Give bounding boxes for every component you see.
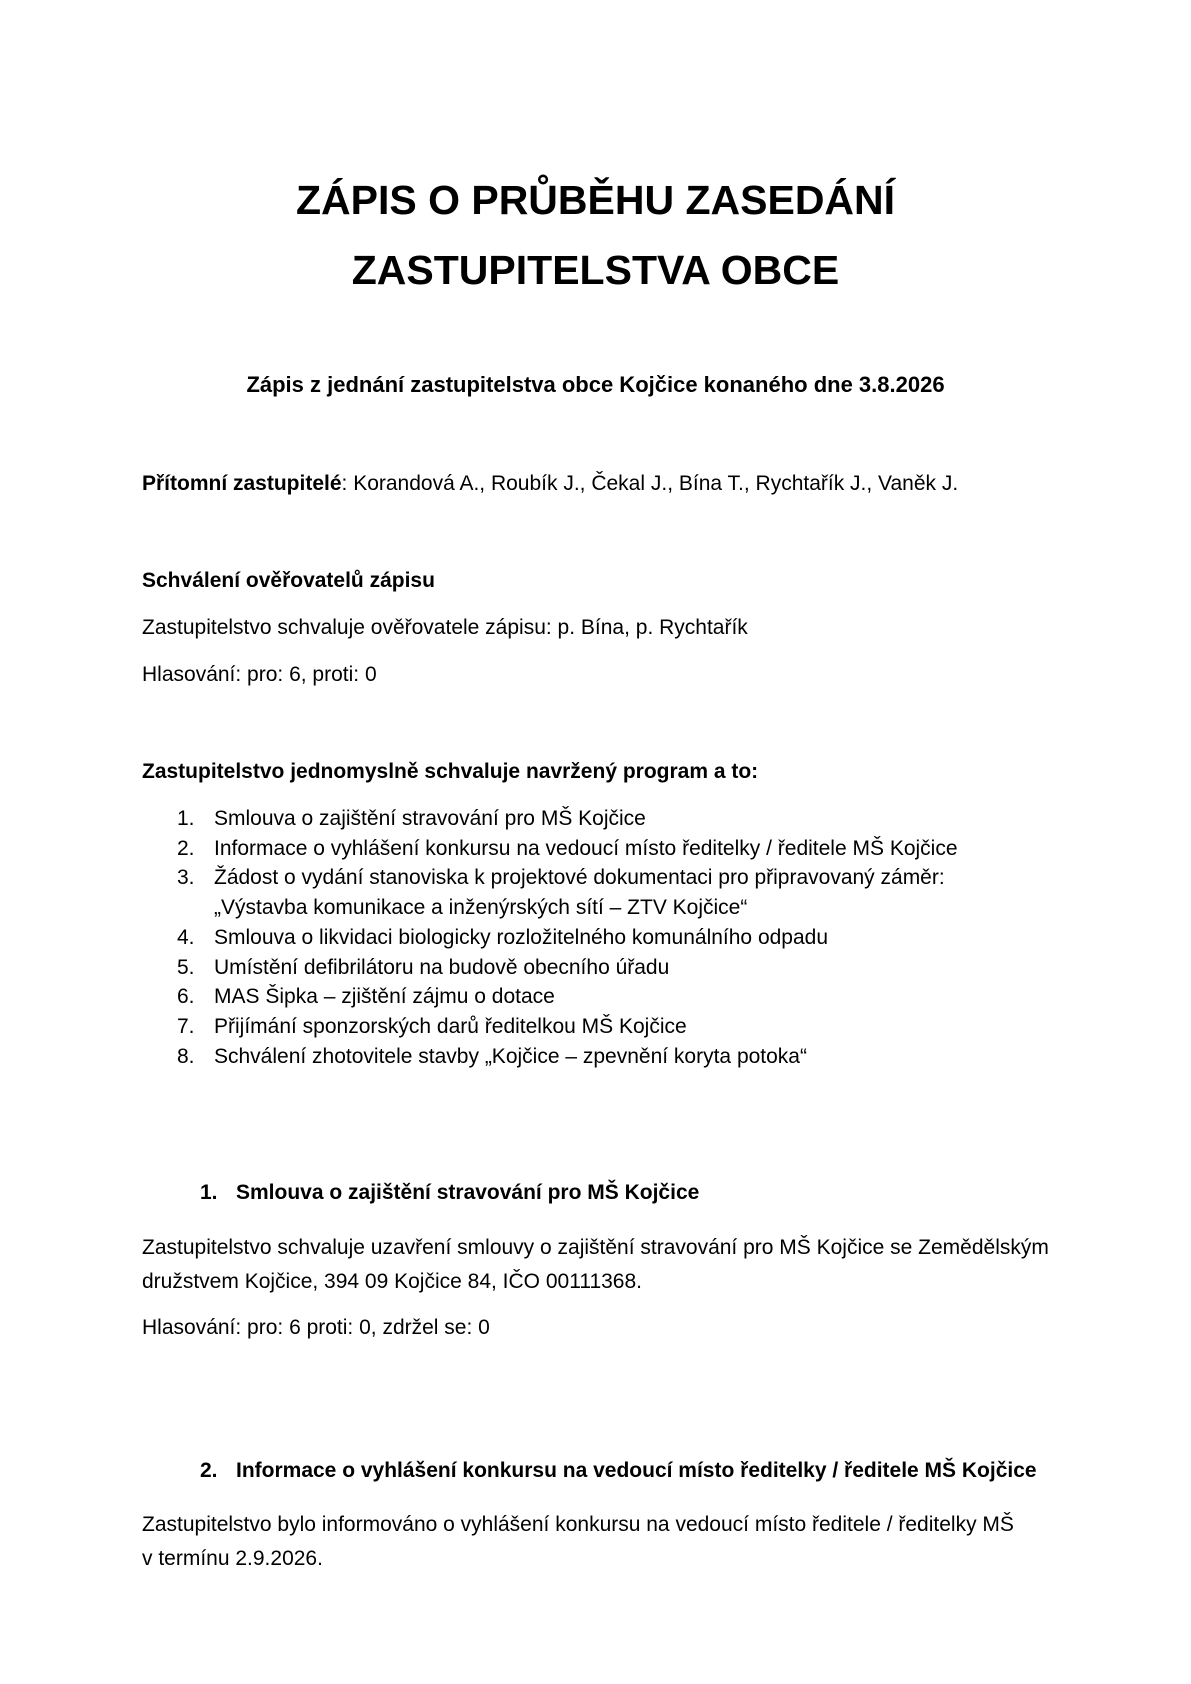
- attendees-names: Korandová A., Roubík J., Čekal J., Bína T., Rychtařík J., Vaněk J.: [353, 472, 959, 495]
- program-item-text: Smlouva o likvidaci biologicky rozložitelného komunálního odpadu: [214, 925, 829, 949]
- program-item-text: MAS Šipka – zjištění zájmu o dotace: [214, 985, 555, 1009]
- program-item-number: 4.: [177, 925, 195, 949]
- section-2-text: [142, 1508, 1082, 1576]
- program-item: [142, 1012, 958, 1042]
- program-item-number: 7.: [177, 1014, 195, 1038]
- section-1-text-line-2: družstvem Kojčice, 394 09 Kojčice 84, IČO 00111368.: [142, 1270, 643, 1293]
- title-line-2: ZASTUPITELSTVA OBCE: [351, 247, 840, 293]
- program-item-number: 5.: [177, 955, 195, 979]
- verifiers-vote: Hlasování: pro: 6, proti: 0: [142, 663, 377, 686]
- program-item-text: Umístění defibrilátoru na budově obecního úřadu: [214, 955, 670, 979]
- program-item-number: 3.: [177, 866, 195, 890]
- section-1-heading: [200, 1178, 699, 1208]
- attendees-label: Přítomní zastupitelé: [142, 472, 342, 495]
- program-item-text: Žádost o vydání stanoviska k projektové dokumentaci pro připravovaný záměr:: [214, 866, 945, 890]
- program-item: [142, 982, 958, 1012]
- program-item: [142, 863, 958, 922]
- program-item-number: 8.: [177, 1044, 195, 1068]
- program-item: [142, 834, 958, 864]
- attendees-line: [142, 469, 958, 499]
- section-1-vote: Hlasování: pro: 6 proti: 0, zdržel se: 0: [142, 1316, 490, 1339]
- program-item-number: 2.: [177, 836, 195, 860]
- section-2-text-line-1: Zastupitelstvo bylo informováno o vyhlášení konkursu na vedoucí místo ředitele / ředitelky MŠ: [142, 1513, 1014, 1536]
- title-line-1: ZÁPIS O PRŮBĚHU ZASEDÁNÍ: [295, 177, 896, 223]
- program-item-text: Přijímání sponzorských darů ředitelkou MŠ Kojčice: [214, 1014, 687, 1038]
- program-heading: Zastupitelstvo jednomyslně schvaluje navržený program a to:: [142, 760, 759, 783]
- section-2-heading: [200, 1456, 1037, 1486]
- program-item-text-continued: „Výstavba komunikace a inženýrských sítí – ZTV Kojčice“: [214, 896, 748, 920]
- verifiers-heading: Schválení ověřovatelů zápisu: [142, 569, 435, 592]
- program-item-text: Informace o vyhlášení konkursu na vedoucí místo ředitelky / ředitele MŠ Kojčice: [214, 836, 958, 860]
- program-item: [142, 804, 958, 834]
- attendees-separator: :: [341, 472, 354, 495]
- document-subtitle: Zápis z jednání zastupitelstva obce Kojčice konaného dne 3.8.2026: [246, 372, 945, 397]
- program-list: [142, 804, 958, 1071]
- program-item: [142, 1042, 958, 1072]
- section-1-text-line-1: Zastupitelstvo schvaluje uzavření smlouvy o zajištění stravování pro MŠ Kojčice se Zemědělským: [142, 1236, 1049, 1259]
- program-item-text: Schválení zhotovitele stavby „Kojčice – zpevnění koryta potoka“: [214, 1044, 807, 1068]
- section-2-title: Informace o vyhlášení konkursu na vedoucí místo ředitelky / ředitele MŠ Kojčice: [236, 1459, 1037, 1482]
- program-item: [142, 953, 958, 983]
- section-2-text-line-2: v termínu 2.9.2026.: [142, 1547, 323, 1570]
- verifiers-text: Zastupitelstvo schvaluje ověřovatele zápisu: p. Bína, p. Rychtařík: [142, 616, 748, 639]
- document-title: [0, 165, 1191, 305]
- section-1-text: [142, 1231, 1082, 1299]
- program-item-number: 1.: [177, 807, 195, 830]
- section-1-title: Smlouva o zajištění stravování pro MŠ Kojčice: [236, 1181, 700, 1204]
- program-item-number: 6.: [177, 985, 195, 1009]
- program-item-text: Smlouva o zajištění stravování pro MŠ Kojčice: [214, 807, 646, 830]
- section-2-number: 2.: [200, 1459, 218, 1482]
- program-item: [142, 923, 958, 953]
- section-1-number: 1.: [200, 1181, 218, 1204]
